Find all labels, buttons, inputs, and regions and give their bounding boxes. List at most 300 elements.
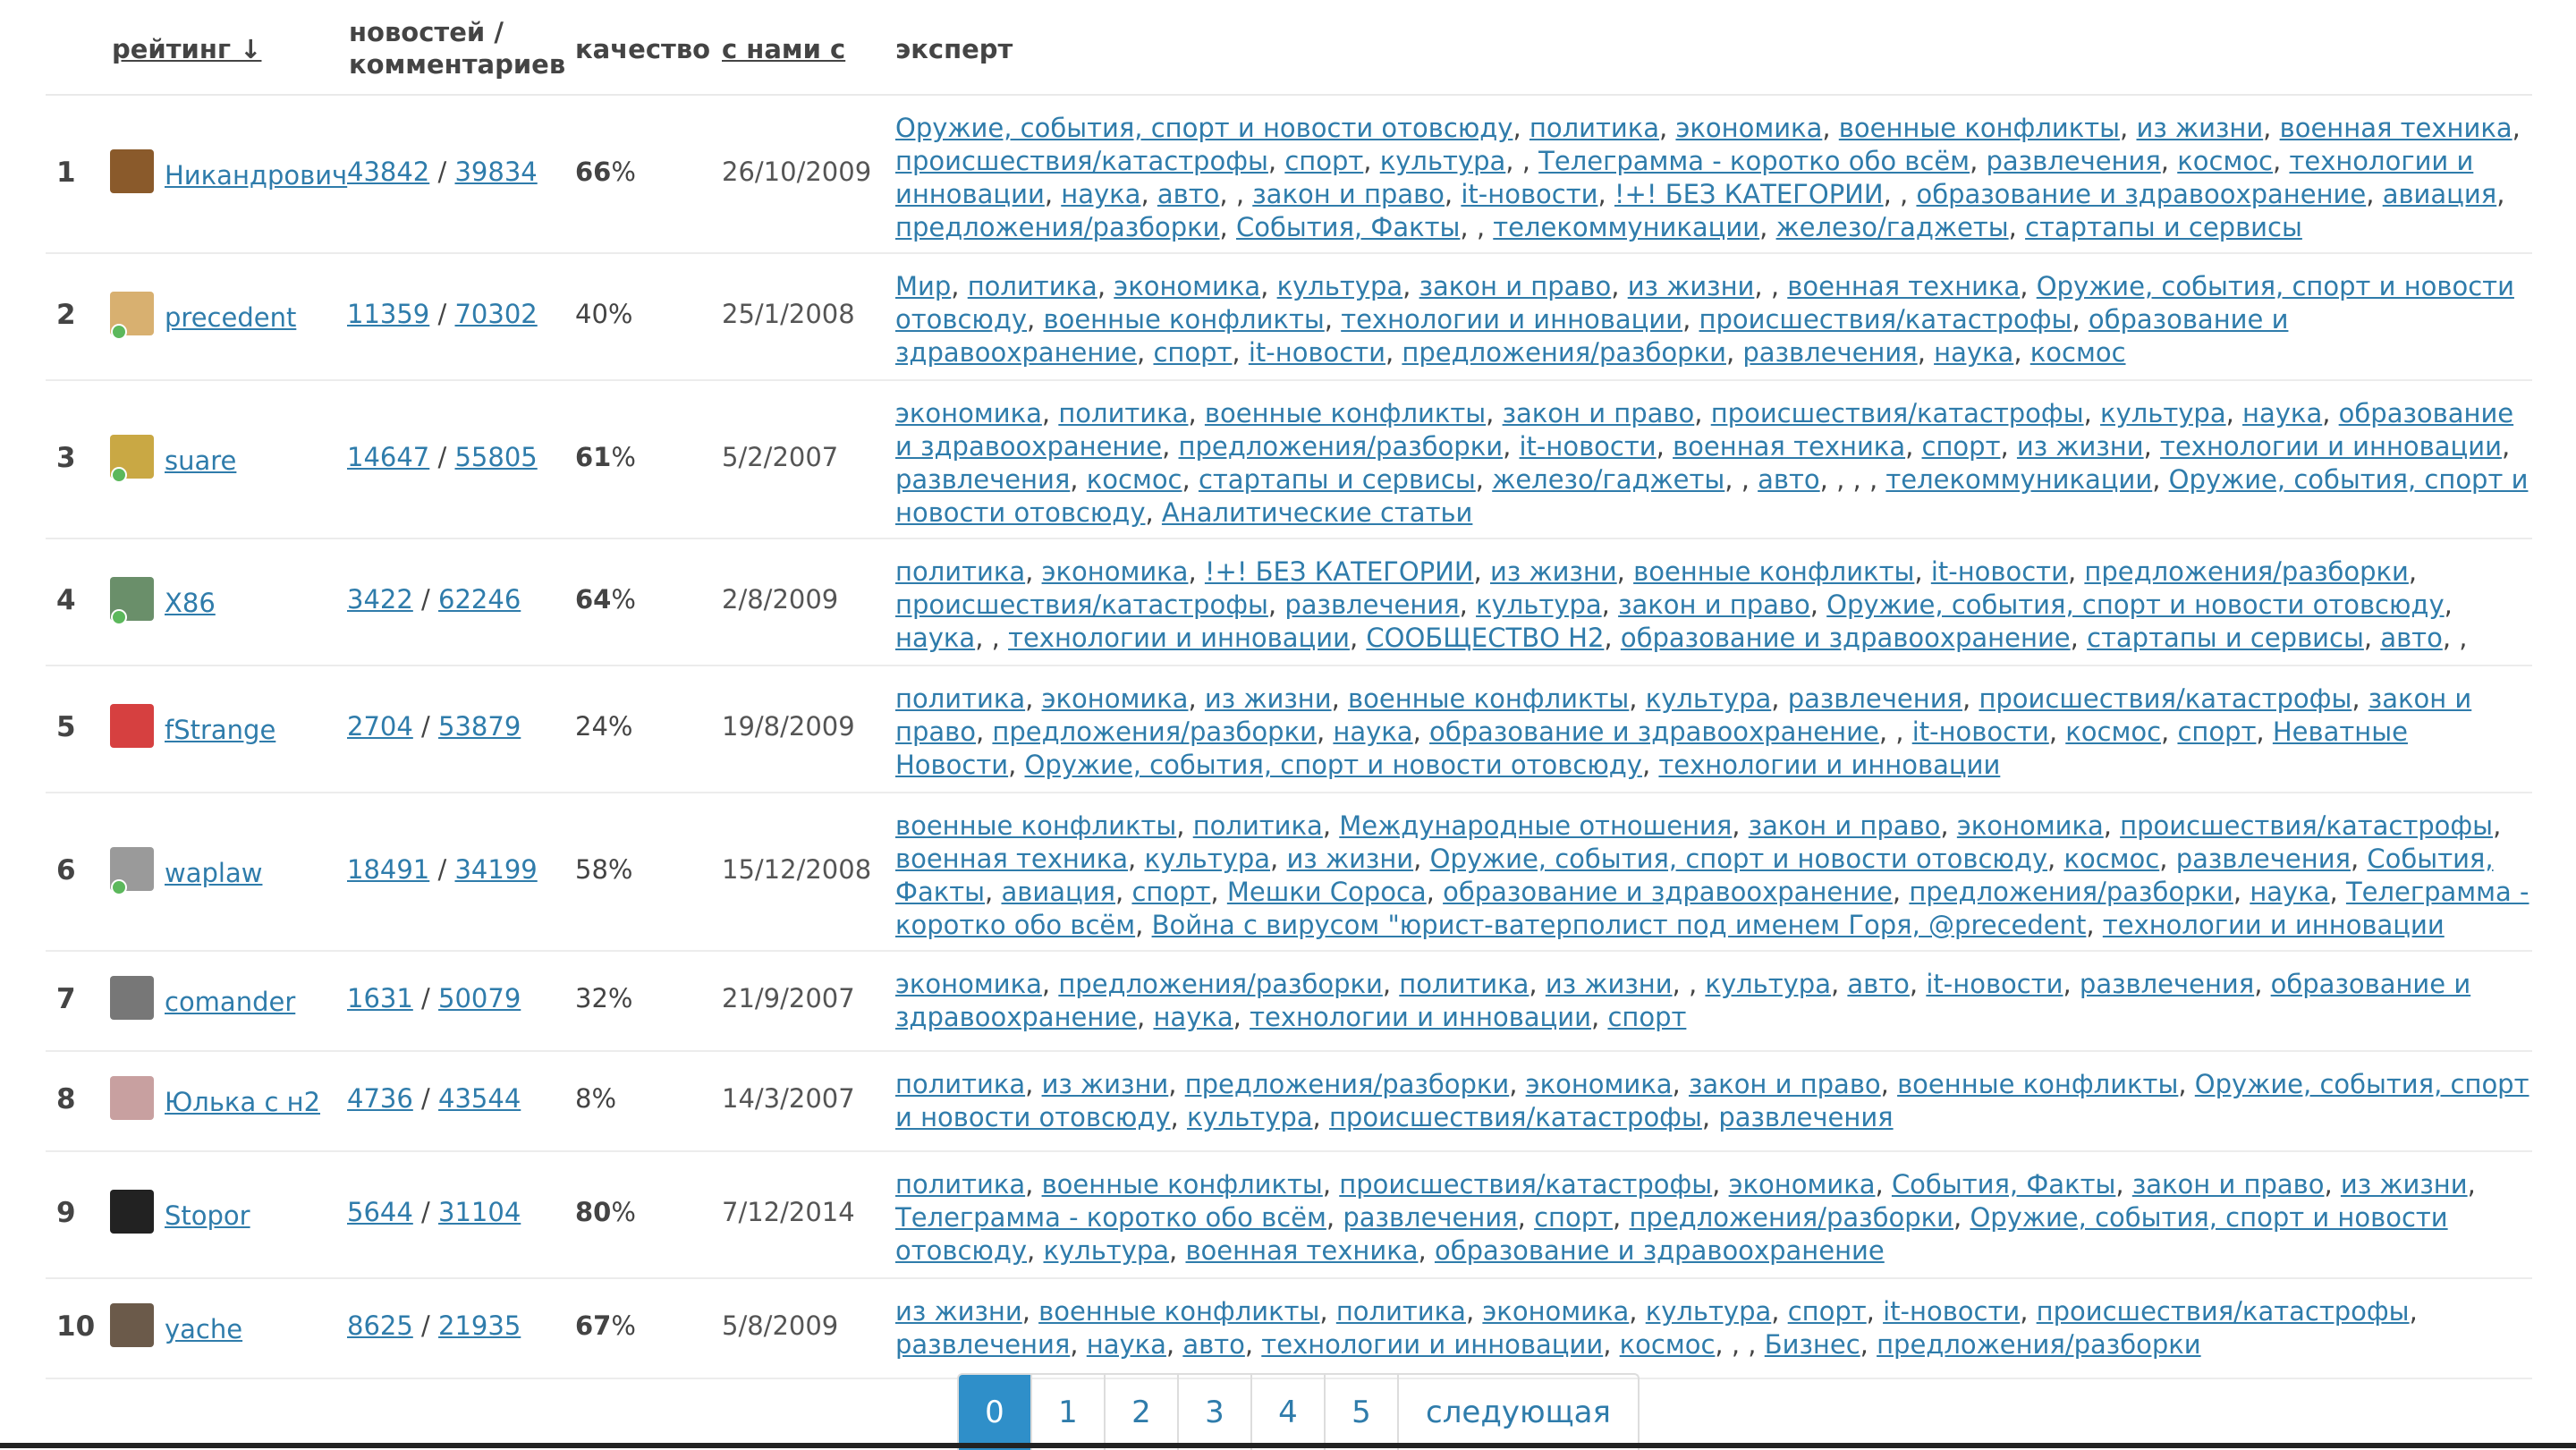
table-row: [46, 1152, 2532, 1279]
expert-tag-link[interactable]: происшествия/катастрофы: [2036, 1296, 2410, 1327]
expert-tag-link[interactable]: развлечения: [2175, 844, 2351, 874]
news-count-link[interactable]: 4736: [347, 1083, 413, 1114]
expert-tag-link[interactable]: спорт: [1153, 337, 1233, 368]
expert-tags: Оружие, события, спорт и новости отовсюду, политика, экономика, военные конфликты, из жизни, военная техника, происшествия/катастрофы, спорт, культура, , Телеграмма - коротко обо всём, развлечения, космос, технологии и инновации, наука, авто, , закон и право, it-новости, !+! БЕЗ КАТЕГОРИИ, , образование и здравоохранение, авиация, предложения/разборки, События, Факты, , телекоммуникации, железо/гаджеты, стартапы и сервисы: [895, 113, 2521, 242]
expert-tag-link[interactable]: экономика: [1114, 271, 1261, 301]
avatar[interactable]: [110, 1303, 154, 1347]
expert-tag-link[interactable]: военная техника: [895, 844, 1129, 874]
comments-count-link[interactable]: 21935: [438, 1310, 521, 1341]
quality-number: 40: [575, 299, 608, 329]
expert-tag-link[interactable]: предложения/разборки: [992, 717, 1317, 747]
expert-tag-link[interactable]: спорт: [1921, 431, 2001, 462]
table-row: [46, 666, 2532, 793]
expert-tag-link[interactable]: Телеграмма - коротко обо всём: [1538, 146, 1970, 176]
page-3-link[interactable]: 3: [1179, 1375, 1252, 1450]
expert-tag-link[interactable]: предложения/разборки: [2084, 556, 2409, 587]
avatar[interactable]: [110, 149, 154, 193]
news-count-link[interactable]: 43842: [347, 156, 430, 187]
expert-tag-link[interactable]: происшествия/катастрофы: [1979, 683, 2352, 714]
news-count-link[interactable]: 8625: [347, 1310, 413, 1341]
quality-number: 61: [575, 441, 612, 472]
expert-tag-link[interactable]: События, Факты: [1235, 212, 1461, 242]
rank-number: 1: [56, 156, 76, 189]
expert-tag-link[interactable]: !+! БЕЗ КАТЕГОРИИ: [1614, 179, 1884, 209]
table-row: [46, 254, 2532, 381]
quality-value: 66%: [575, 156, 636, 187]
news-comments-counts: [347, 1310, 521, 1341]
expert-tag-link[interactable]: военные конфликты: [1897, 1069, 2179, 1099]
quality-number: 66: [575, 156, 612, 187]
expert-tag-link[interactable]: предложения/разборки: [1877, 1329, 2201, 1360]
expert-tag-link[interactable]: наука: [1086, 1329, 1166, 1360]
expert-tag-link[interactable]: из жизни: [895, 1296, 1022, 1327]
expert-tags: политика, экономика, из жизни, военные конфликты, культура, развлечения, происшествия/катастрофы, закон и право, предложения/разборки, наука, образование и здравоохранение, , it-новости, космос, спорт, Неватные Новости, Оружие, события, спорт и новости отовсюду, технологии и инновации: [895, 683, 2472, 780]
expert-tag-link[interactable]: из жизни: [1545, 969, 1673, 999]
expert-tag-link[interactable]: стартапы и сервисы: [2087, 623, 2364, 653]
expert-tag-link[interactable]: развлечения: [1742, 337, 1918, 368]
page-bottom-bar: [0, 1443, 2576, 1448]
comments-count-link[interactable]: 70302: [454, 299, 538, 329]
expert-tag-link[interactable]: авто: [2380, 623, 2443, 653]
expert-tag-link[interactable]: стартапы и сервисы: [1198, 464, 1476, 495]
expert-tag-link[interactable]: Оружие, события, спорт и новости отовсюду: [1826, 589, 2445, 620]
member-since-date: 25/1/2008: [722, 299, 855, 329]
expert-tag-link[interactable]: образование и здравоохранение: [895, 304, 2289, 368]
ratings-table: [46, 0, 2532, 1379]
expert-tag-link[interactable]: из жизни: [2340, 1169, 2468, 1200]
expert-tag-link[interactable]: культура: [1144, 844, 1271, 874]
expert-tag-link[interactable]: политика: [1529, 113, 1660, 143]
username-link[interactable]: precedent: [165, 302, 297, 333]
expert-tag-link[interactable]: культура: [1645, 1296, 1772, 1327]
expert-tag-link[interactable]: военная техника: [1185, 1235, 1419, 1266]
expert-tag-link[interactable]: военные конфликты: [1038, 1296, 1320, 1327]
expert-tag-link[interactable]: военная техника: [2279, 113, 2512, 143]
quality-column-header: качество: [575, 34, 711, 64]
expert-tag-link[interactable]: из жизни: [1286, 844, 1414, 874]
news-count-link[interactable]: 14647: [347, 441, 430, 472]
expert-tag-link[interactable]: СООБЩЕСТВО Н2: [1366, 623, 1605, 653]
username-link[interactable]: fStrange: [165, 715, 276, 745]
expert-tag-link[interactable]: спорт: [1284, 146, 1364, 176]
expert-tag-link[interactable]: it-новости: [1911, 717, 2049, 747]
username-link[interactable]: waplaw: [165, 857, 263, 888]
expert-tag-link[interactable]: культура: [1476, 589, 1602, 620]
news-comments-counts: [347, 299, 538, 329]
expert-tag-link[interactable]: наука: [1333, 717, 1413, 747]
separator: /: [429, 156, 455, 187]
expert-tag-link[interactable]: предложения/разборки: [1909, 877, 2233, 907]
expert-tag-link[interactable]: Телеграмма - коротко обо всём: [895, 1202, 1326, 1233]
expert-tag-link[interactable]: закон и право: [1618, 589, 1810, 620]
username-link[interactable]: Stopor: [165, 1200, 250, 1231]
comments-count-link[interactable]: 39834: [454, 156, 538, 187]
quality-value: 64%: [575, 584, 636, 615]
expert-tag-link[interactable]: образование и здравоохранение: [895, 398, 2514, 462]
expert-tag-link[interactable]: предложения/разборки: [1184, 1069, 1510, 1099]
online-status-icon: [111, 609, 127, 625]
expert-tag-link[interactable]: политика: [895, 1169, 1026, 1200]
expert-tag-link[interactable]: космос: [2065, 717, 2162, 747]
expert-tag-link[interactable]: технологии и инновации: [1341, 304, 1683, 335]
expert-tag-link[interactable]: происшествия/катастрофы: [1339, 1169, 1713, 1200]
news-count-link[interactable]: 2704: [347, 711, 413, 742]
rank-number: 9: [56, 1197, 76, 1229]
avatar[interactable]: [110, 1190, 154, 1234]
online-status-icon: [111, 324, 127, 340]
comments-count-link[interactable]: 50079: [438, 983, 521, 1013]
expert-tag-link[interactable]: спорт: [1131, 877, 1211, 907]
quality-value: 61%: [575, 441, 636, 472]
expert-tag-link[interactable]: закон и право: [1252, 179, 1445, 209]
expert-tag-link[interactable]: культура: [1379, 146, 1506, 176]
comments-count-link[interactable]: 43544: [438, 1083, 521, 1114]
expert-tag-link[interactable]: политика: [895, 1069, 1026, 1099]
expert-tag-link[interactable]: спорт: [1787, 1296, 1867, 1327]
expert-tag-link[interactable]: Аналитические статьи: [1161, 497, 1473, 528]
expert-tag-link[interactable]: культура: [2100, 398, 2226, 428]
news-count-link[interactable]: 11359: [347, 299, 430, 329]
expert-tag-link[interactable]: экономика: [1956, 810, 2104, 841]
expert-column-header: эксперт: [895, 34, 1013, 64]
member-since-date: 14/3/2007: [722, 1083, 855, 1114]
news-count-link[interactable]: 5644: [347, 1197, 413, 1227]
page-5-link[interactable]: 5: [1326, 1375, 1399, 1450]
expert-tag-link[interactable]: экономика: [895, 398, 1042, 428]
expert-tag-link[interactable]: космос: [2063, 844, 2160, 874]
expert-tag-link[interactable]: из жизни: [1041, 1069, 1169, 1099]
table-row: [46, 793, 2532, 952]
expert-tag-link[interactable]: развлечения: [1986, 146, 2161, 176]
expert-tags: политика, из жизни, предложения/разборки, экономика, закон и право, военные конфликты, Оружие, события, спорт и новости отовсюду, культура, происшествия/катастрофы, развлечения: [895, 1069, 2529, 1132]
avatar[interactable]: [110, 976, 154, 1020]
table-header: [46, 0, 2532, 96]
expert-tag-link[interactable]: космос: [2029, 337, 2126, 368]
expert-tag-link[interactable]: закон и право: [1688, 1069, 1881, 1099]
expert-tag-link[interactable]: наука: [895, 623, 976, 653]
table-row: [46, 1279, 2532, 1379]
expert-tag-link[interactable]: развлечения: [1343, 1202, 1518, 1233]
table-body: [46, 96, 2532, 1379]
expert-tag-link[interactable]: телекоммуникации: [1493, 212, 1760, 242]
page-0-link[interactable]: 0: [959, 1375, 1032, 1450]
expert-tag-link[interactable]: наука: [1934, 337, 2014, 368]
comments-count-link[interactable]: 62246: [438, 584, 521, 615]
expert-tag-link[interactable]: экономика: [1675, 113, 1823, 143]
news-count-link[interactable]: 1631: [347, 983, 413, 1013]
quality-number: 80: [575, 1197, 612, 1227]
comments-count-link[interactable]: 55805: [454, 441, 538, 472]
expert-tag-link[interactable]: образование и здравоохранение: [895, 969, 2471, 1032]
next-page-link[interactable]: следующая: [1426, 1395, 1611, 1430]
expert-tag-link[interactable]: стартапы и сервисы: [2025, 212, 2302, 242]
expert-tags: политика, экономика, !+! БЕЗ КАТЕГОРИИ, из жизни, военные конфликты, it-новости, предложения/разборки, происшествия/катастрофы, развлечения, культура, закон и право, Оружие, события, спорт и новости отовсюду, наука, , технологии и инновации, СООБЩЕСТВО Н2, образование и здравоохранение, стартапы и сервисы, авто, ,: [895, 556, 2468, 653]
quality-value: 32%: [575, 983, 633, 1013]
avatar[interactable]: [110, 704, 154, 748]
expert-tag-link[interactable]: наука: [1061, 179, 1141, 209]
expert-tag-link[interactable]: военные конфликты: [1348, 683, 1630, 714]
member-since-date: 15/12/2008: [722, 853, 872, 885]
expert-tag-link[interactable]: !+! БЕЗ КАТЕГОРИИ: [1204, 556, 1474, 587]
expert-tag-link[interactable]: происшествия/катастрофы: [895, 146, 1268, 176]
expert-tag-link[interactable]: предложения/разборки: [895, 212, 1220, 242]
expert-tag-link[interactable]: наука: [2242, 398, 2323, 428]
member-since-date: 7/12/2014: [722, 1197, 855, 1227]
expert-tag-link[interactable]: экономика: [1482, 1296, 1630, 1327]
news-comments-counts: [347, 442, 538, 472]
page-1-link[interactable]: 1: [1032, 1375, 1106, 1450]
expert-tag-link[interactable]: it-новости: [1248, 337, 1385, 368]
expert-tag-link[interactable]: Бизнес: [1764, 1329, 1860, 1360]
separator: /: [429, 299, 455, 329]
expert-tag-link[interactable]: спорт: [1534, 1202, 1614, 1233]
expert-tag-link[interactable]: политика: [967, 271, 1097, 301]
quality-value: 80%: [575, 1197, 636, 1227]
expert-tag-link[interactable]: наука: [1153, 1002, 1233, 1032]
expert-tags: Мир, политика, экономика, культура, закон и право, из жизни, , военная техника, Оружие, события, спорт и новости отовсюду, военные конфликты, технологии и инновации, происшествия/катастрофы, образование и здравоохранение, спорт, it-новости, предложения/разборки, развлечения, наука, космос: [895, 271, 2514, 368]
news-column-header: новостей / комментариев: [349, 17, 566, 80]
expert-tag-link[interactable]: развлечения: [1284, 589, 1460, 620]
news-count-link[interactable]: 18491: [347, 853, 430, 885]
expert-tag-link[interactable]: образование и здравоохранение: [1916, 179, 2367, 209]
expert-tag-link[interactable]: Оружие, события, спорт и новости отовсюду: [895, 1202, 2448, 1266]
expert-tag-link[interactable]: телекоммуникации: [1885, 464, 2153, 495]
since-column-header[interactable]: с нами с: [722, 34, 846, 64]
expert-tag-link[interactable]: развлечения: [2079, 969, 2255, 999]
expert-tag-link[interactable]: Оружие, события, спорт и новости отовсюду: [1429, 844, 2048, 874]
expert-tag-link[interactable]: предложения/разборки: [1629, 1202, 1953, 1233]
expert-tag-link[interactable]: спорт: [2177, 717, 2257, 747]
expert-tag-link[interactable]: развлечения: [1787, 683, 1962, 714]
expert-tag-link[interactable]: из жизни: [1204, 683, 1332, 714]
news-comments-counts: [347, 711, 521, 742]
expert-tag-link[interactable]: Неватные Новости: [895, 717, 2408, 780]
news-comments-counts: [347, 584, 521, 615]
expert-tag-link[interactable]: военные конфликты: [1633, 556, 1915, 587]
expert-tag-link[interactable]: образование и здравоохранение: [1620, 623, 2071, 653]
expert-tag-link[interactable]: происшествия/катастрофы: [2120, 810, 2494, 841]
username-link[interactable]: yache: [165, 1314, 243, 1344]
expert-tag-link[interactable]: предложения/разборки: [1178, 431, 1504, 462]
expert-tag-link[interactable]: закон и право: [2131, 1169, 2325, 1200]
expert-tag-link[interactable]: it-новости: [1519, 431, 1657, 462]
expert-tag-link[interactable]: закон и право: [895, 683, 2472, 747]
news-comments-counts: [347, 1083, 521, 1114]
expert-tag-link[interactable]: политика: [895, 683, 1026, 714]
expert-tags: политика, военные конфликты, происшествия/катастрофы, экономика, События, Факты, закон и право, из жизни, Телеграмма - коротко обо всём, развлечения, спорт, предложения/разборки, Оружие, события, спорт и новости отовсюду, культура, военная техника, образование и здравоохранение: [895, 1169, 2476, 1266]
quality-value: 24%: [575, 711, 633, 742]
expert-tag-link[interactable]: авто: [1157, 179, 1220, 209]
separator: /: [412, 1310, 439, 1341]
rank-number: 6: [56, 853, 76, 886]
expert-tag-link[interactable]: технологии и инновации: [1008, 623, 1350, 653]
expert-tag-link[interactable]: происшествия/катастрофы: [1699, 304, 2072, 335]
online-status-icon: [111, 467, 127, 483]
expert-tag-link[interactable]: авто: [1182, 1329, 1245, 1360]
expert-tag-link[interactable]: предложения/разборки: [1402, 337, 1726, 368]
expert-tag-link[interactable]: из жизни: [2016, 431, 2144, 462]
news-comments-counts: [347, 1197, 521, 1227]
expert-tag-link[interactable]: технологии и инновации: [1250, 1002, 1591, 1032]
expert-tag-link[interactable]: образование и здравоохранение: [1434, 1235, 1885, 1266]
expert-tag-link[interactable]: железо/гаджеты: [1492, 464, 1725, 495]
quality-value: 67%: [575, 1310, 636, 1341]
separator: /: [412, 983, 439, 1013]
expert-tag-link[interactable]: политика: [895, 556, 1026, 587]
news-comments-counts: [347, 854, 538, 885]
expert-tag-link[interactable]: it-новости: [1461, 179, 1598, 209]
expert-tag-link[interactable]: События, Факты: [895, 844, 2494, 907]
expert-tag-link[interactable]: it-новости: [1930, 556, 2068, 587]
expert-tag-link[interactable]: культура: [1645, 683, 1772, 714]
online-status-icon: [111, 879, 127, 895]
expert-tag-link[interactable]: События, Факты: [1891, 1169, 2116, 1200]
expert-tag-link[interactable]: военная техника: [1787, 271, 2021, 301]
expert-tag-link[interactable]: военные конфликты: [1838, 113, 2121, 143]
expert-tags: военные конфликты, политика, Международные отношения, закон и право, экономика, происшествия/катастрофы, военная техника, культура, из жизни, Оружие, события, спорт и новости отовсюду, космос, развлечения, События, Факты, авиация, спорт, Мешки Сороса, образование и здравоохранение, предложения/разборки, наука, Телеграмма - коротко обо всём, Война с вирусом "юрист-ватерполист под именем Горя, @precedent, технологии и инновации: [895, 810, 2529, 940]
expert-tag-link[interactable]: экономика: [1041, 683, 1189, 714]
expert-tag-link[interactable]: технологии и инновации: [2102, 910, 2445, 940]
username-link[interactable]: Никандрович: [165, 159, 348, 191]
quality-value: 58%: [575, 853, 633, 885]
expert-tag-link[interactable]: военные конфликты: [1204, 398, 1487, 428]
expert-tag-link[interactable]: развлечения: [1718, 1102, 1894, 1132]
expert-tag-link[interactable]: авто: [1758, 464, 1820, 495]
expert-tag-link[interactable]: развлечения: [895, 464, 1071, 495]
expert-tag-link[interactable]: политика: [1399, 969, 1530, 999]
expert-tag-link[interactable]: политика: [1335, 1296, 1466, 1327]
table-row: [46, 952, 2532, 1052]
quality-number: 24: [575, 711, 608, 742]
expert-tag-link[interactable]: Оружие, события, спорт и новости отовсюду: [895, 271, 2514, 335]
comments-count-link[interactable]: 31104: [438, 1197, 521, 1227]
expert-tag-link[interactable]: it-новости: [1883, 1296, 2021, 1327]
expert-tag-link[interactable]: космос: [1619, 1329, 1716, 1360]
rank-number: 4: [56, 584, 76, 616]
expert-tags: из жизни, военные конфликты, политика, экономика, культура, спорт, it-новости, происшествия/катастрофы, развлечения, наука, авто, технологии и инновации, космос, , , Бизнес, предложения/разборки: [895, 1296, 2418, 1360]
expert-tag-link[interactable]: экономика: [1041, 556, 1189, 587]
expert-tag-link[interactable]: авто: [1847, 969, 1910, 999]
expert-tag-link[interactable]: экономика: [1525, 1069, 1673, 1099]
separator: /: [412, 711, 439, 742]
expert-tag-link[interactable]: Оружие, события, спорт и новости отовсюду: [895, 464, 2529, 528]
expert-tag-link[interactable]: из жизни: [1489, 556, 1617, 587]
comments-count-link[interactable]: 53879: [438, 711, 521, 742]
table-row: [46, 539, 2532, 666]
quality-value: 8%: [575, 1083, 617, 1114]
expert-tag-link[interactable]: технологии и инновации: [1658, 750, 2001, 780]
expert-tag-link[interactable]: Война с вирусом "юрист-ватерполист под именем Горя, @precedent: [1151, 910, 2087, 940]
username-link[interactable]: X86: [165, 588, 216, 618]
expert-tag-link[interactable]: из жизни: [2136, 113, 2264, 143]
rank-number: 7: [56, 983, 76, 1015]
expert-tag-link[interactable]: технологии и инновации: [895, 146, 2474, 209]
news-count-link[interactable]: 3422: [347, 584, 413, 615]
member-since-date: 26/10/2009: [722, 156, 872, 187]
expert-tag-link[interactable]: военные конфликты: [1041, 1169, 1323, 1200]
expert-tag-link[interactable]: Телеграмма - коротко обо всём: [895, 877, 2529, 940]
expert-tag-link[interactable]: наука: [2250, 877, 2330, 907]
expert-tag-link[interactable]: закон и право: [1419, 271, 1612, 301]
expert-tag-link[interactable]: Оружие, события, спорт и новости отовсюду: [895, 113, 1513, 143]
expert-tag-link[interactable]: культура: [1276, 271, 1403, 301]
expert-tag-link[interactable]: космос: [1086, 464, 1182, 495]
expert-tag-link[interactable]: происшествия/катастрофы: [1328, 1102, 1702, 1132]
member-since-date: 5/8/2009: [722, 1310, 839, 1341]
news-comments-counts: [347, 983, 521, 1013]
expert-tag-link[interactable]: авиация: [2382, 179, 2497, 209]
expert-tag-link[interactable]: технологии и инновации: [1261, 1329, 1604, 1360]
expert-tag-link[interactable]: экономика: [895, 969, 1042, 999]
avatar[interactable]: [110, 1076, 154, 1120]
expert-tag-link[interactable]: Оружие, события, спорт и новости отовсюду: [895, 1069, 2529, 1132]
separator: /: [429, 853, 455, 885]
expert-tag-link[interactable]: закон и право: [1748, 810, 1941, 841]
expert-tag-link[interactable]: происшествия/катастрофы: [895, 589, 1268, 620]
quality-number: 67: [575, 1310, 612, 1341]
expert-tag-link[interactable]: Мир: [895, 271, 952, 301]
comments-count-link[interactable]: 34199: [454, 853, 538, 885]
expert-tag-link[interactable]: развлечения: [895, 1329, 1071, 1360]
expert-tag-link[interactable]: военная техника: [1673, 431, 1906, 462]
member-since-date: 19/8/2009: [722, 711, 855, 742]
quality-number: 8: [575, 1083, 592, 1114]
expert-tag-link[interactable]: политика: [1058, 398, 1189, 428]
member-since-date: 21/9/2007: [722, 983, 855, 1013]
rating-column-header[interactable]: рейтинг ↓: [112, 34, 262, 64]
expert-tag-link[interactable]: it-новости: [1926, 969, 2063, 999]
expert-tags: экономика, предложения/разборки, политика, из жизни, , культура, авто, it-новости, развлечения, образование и здравоохранение, наука, технологии и инновации, спорт: [895, 969, 2471, 1032]
page-4-link[interactable]: 4: [1252, 1375, 1326, 1450]
quality-value: 40%: [575, 299, 633, 329]
expert-tag-link[interactable]: Мешки Сороса: [1226, 877, 1427, 907]
expert-tag-link[interactable]: политика: [1192, 810, 1323, 841]
expert-tag-link[interactable]: образование и здравоохранение: [1429, 717, 1879, 747]
expert-tag-link[interactable]: спорт: [1607, 1002, 1687, 1032]
expert-tag-link[interactable]: космос: [2177, 146, 2274, 176]
expert-tag-link[interactable]: военные конфликты: [895, 810, 1177, 841]
expert-tag-link[interactable]: Международные отношения: [1339, 810, 1733, 841]
username-link[interactable]: Юлька с н2: [165, 1087, 321, 1117]
expert-tag-link[interactable]: культура: [1705, 969, 1831, 999]
expert-tag-link[interactable]: железо/гаджеты: [1775, 212, 2009, 242]
separator: /: [429, 441, 455, 472]
expert-tag-link[interactable]: происшествия/катастрофы: [1710, 398, 2084, 428]
expert-tag-link[interactable]: культура: [1043, 1235, 1170, 1266]
table-row: [46, 96, 2532, 254]
expert-tag-link[interactable]: культура: [1186, 1102, 1313, 1132]
expert-tag-link[interactable]: предложения/разборки: [1058, 969, 1383, 999]
separator: /: [412, 1083, 439, 1114]
news-comments-counts: [347, 157, 538, 187]
member-since-date: 2/8/2009: [722, 584, 839, 615]
username-link[interactable]: suare: [165, 445, 237, 476]
rank-number: 2: [56, 299, 76, 331]
expert-tag-link[interactable]: Оружие, события, спорт и новости отовсюду: [1024, 750, 1642, 780]
expert-tag-link[interactable]: образование и здравоохранение: [1443, 877, 1893, 907]
page-2-link[interactable]: 2: [1106, 1375, 1179, 1450]
expert-tag-link[interactable]: военные конфликты: [1043, 304, 1325, 335]
username-link[interactable]: comander: [165, 987, 296, 1017]
expert-tag-link[interactable]: экономика: [1728, 1169, 1876, 1200]
expert-tag-link[interactable]: авиация: [1001, 877, 1115, 907]
rank-number: 8: [56, 1083, 76, 1115]
expert-tag-link[interactable]: закон и право: [1502, 398, 1695, 428]
expert-tag-link[interactable]: технологии и инновации: [2160, 431, 2502, 462]
quality-number: 64: [575, 584, 612, 615]
expert-tag-link[interactable]: из жизни: [1627, 271, 1755, 301]
expert-tags: экономика, политика, военные конфликты, закон и право, происшествия/катастрофы, культура, наука, образование и здравоохранение, предложения/разборки, it-новости, военная техника, спорт, из жизни, технологии и инновации, развлечения, космос, стартапы и сервисы, железо/гаджеты, , авто, , , , телекоммуникации, Оружие, события, спорт и новости отовсюду, Аналитические статьи: [895, 398, 2529, 528]
